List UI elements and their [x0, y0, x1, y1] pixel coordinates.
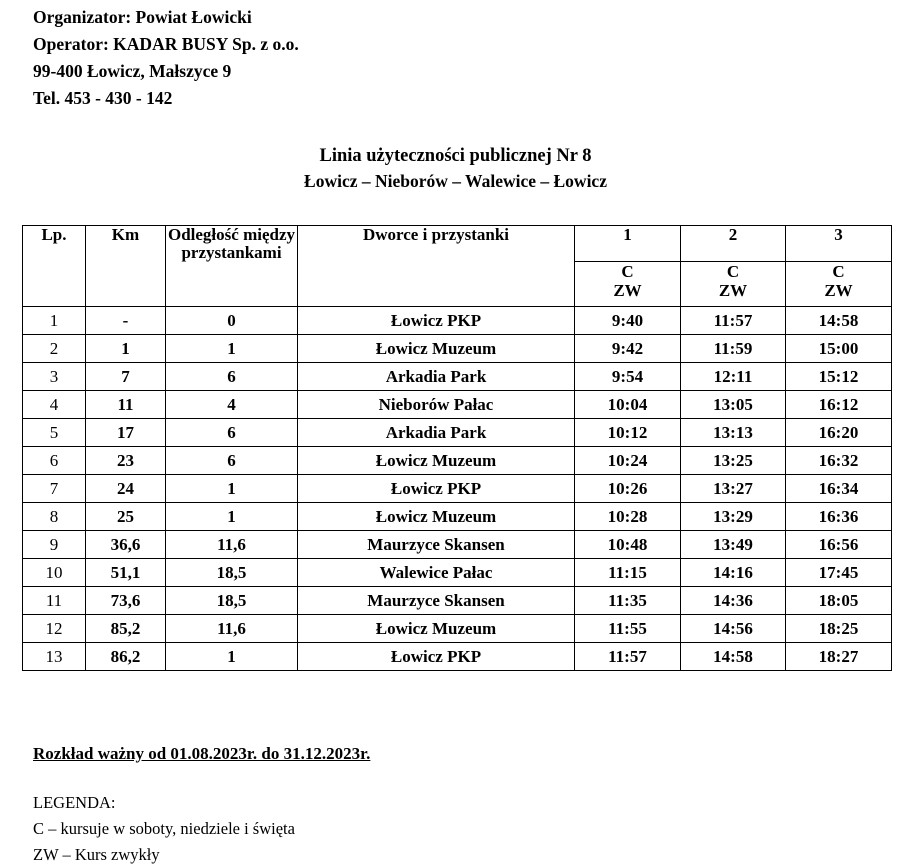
course-2-marks: [681, 262, 786, 307]
time-course-1: 10:26: [575, 475, 681, 503]
table-row: [23, 531, 892, 559]
stop-name: Łowicz PKP: [298, 643, 575, 671]
organizer-line: Organizator: Powiat Łowicki: [33, 7, 252, 27]
km-value: 1: [86, 335, 166, 363]
stop-name: Łowicz PKP: [298, 475, 575, 503]
table-row: [23, 503, 892, 531]
km-value: 36,6: [86, 531, 166, 559]
time-course-3: 15:00: [786, 335, 892, 363]
time-course-1: 9:40: [575, 307, 681, 335]
time-course-1: 9:54: [575, 363, 681, 391]
stop-name: Maurzyce Skansen: [298, 587, 575, 615]
distance-value: 6: [166, 419, 298, 447]
time-course-2: 13:29: [681, 503, 786, 531]
time-course-2: 14:58: [681, 643, 786, 671]
distance-value: 0: [166, 307, 298, 335]
header-lp: Lp.: [23, 226, 86, 307]
row-number: 9: [23, 531, 86, 559]
time-course-1: 10:04: [575, 391, 681, 419]
time-course-3: 17:45: [786, 559, 892, 587]
legend-item-c: C – kursuje w soboty, niedziele i święta: [33, 819, 295, 838]
distance-value: 6: [166, 447, 298, 475]
table-row: [23, 447, 892, 475]
stop-name: Walewice Pałac: [298, 559, 575, 587]
table-row: [23, 559, 892, 587]
time-course-2: 13:49: [681, 531, 786, 559]
km-value: 73,6: [86, 587, 166, 615]
row-number: 7: [23, 475, 86, 503]
time-course-3: 16:34: [786, 475, 892, 503]
row-number: 1: [23, 307, 86, 335]
km-value: -: [86, 307, 166, 335]
course-1-marks: [575, 262, 681, 307]
time-course-3: 14:58: [786, 307, 892, 335]
km-value: 11: [86, 391, 166, 419]
distance-value: 1: [166, 335, 298, 363]
header-distance: Odległość między przystankami: [166, 226, 298, 307]
table-row: [23, 615, 892, 643]
operator-line: Operator: KADAR BUSY Sp. z o.o.: [33, 34, 299, 54]
table-row: [23, 643, 892, 671]
km-value: 24: [86, 475, 166, 503]
row-number: 5: [23, 419, 86, 447]
time-course-2: 14:56: [681, 615, 786, 643]
km-value: 85,2: [86, 615, 166, 643]
mark-c: C: [832, 262, 845, 282]
header-course-2: 2: [681, 226, 786, 262]
table-row: [23, 363, 892, 391]
time-course-1: 11:35: [575, 587, 681, 615]
time-course-2: 11:57: [681, 307, 786, 335]
table-row: [23, 307, 892, 335]
phone-line: Tel. 453 - 430 - 142: [33, 88, 173, 108]
km-value: 51,1: [86, 559, 166, 587]
header-course-1: 1: [575, 226, 681, 262]
mark-zw: ZW: [613, 281, 642, 301]
time-course-3: 16:20: [786, 419, 892, 447]
course-3-marks: [786, 262, 892, 307]
time-course-1: 10:24: [575, 447, 681, 475]
distance-value: 1: [166, 475, 298, 503]
row-number: 6: [23, 447, 86, 475]
time-course-1: 10:12: [575, 419, 681, 447]
time-course-2: 11:59: [681, 335, 786, 363]
address-line: 99-400 Łowicz, Małszyce 9: [33, 61, 232, 81]
table-row: [23, 335, 892, 363]
table-row: [23, 419, 892, 447]
time-course-3: 16:12: [786, 391, 892, 419]
time-course-1: 9:42: [575, 335, 681, 363]
timetable: [22, 225, 892, 671]
time-course-2: 13:05: [681, 391, 786, 419]
time-course-3: 16:36: [786, 503, 892, 531]
time-course-2: 14:36: [681, 587, 786, 615]
time-course-2: 13:25: [681, 447, 786, 475]
time-course-2: 13:13: [681, 419, 786, 447]
row-number: 12: [23, 615, 86, 643]
table-row: [23, 475, 892, 503]
table-header-row: [23, 226, 892, 262]
distance-value: 6: [166, 363, 298, 391]
distance-value: 18,5: [166, 587, 298, 615]
stop-name: Arkadia Park: [298, 419, 575, 447]
time-course-3: 15:12: [786, 363, 892, 391]
stop-name: Łowicz Muzeum: [298, 503, 575, 531]
legend-item-zw: ZW – Kurs zwykły: [33, 845, 160, 864]
stop-name: Łowicz Muzeum: [298, 335, 575, 363]
time-course-1: 10:28: [575, 503, 681, 531]
km-value: 23: [86, 447, 166, 475]
row-number: 10: [23, 559, 86, 587]
stop-name: Maurzyce Skansen: [298, 531, 575, 559]
stop-name: Łowicz PKP: [298, 307, 575, 335]
row-number: 4: [23, 391, 86, 419]
header-stops: Dworce i przystanki: [298, 226, 575, 307]
row-number: 2: [23, 335, 86, 363]
km-value: 7: [86, 363, 166, 391]
time-course-3: 16:32: [786, 447, 892, 475]
row-number: 3: [23, 363, 86, 391]
distance-value: 11,6: [166, 615, 298, 643]
table-row: [23, 587, 892, 615]
distance-value: 18,5: [166, 559, 298, 587]
organizer-header: [33, 4, 299, 112]
header-course-3: 3: [786, 226, 892, 262]
stop-name: Łowicz Muzeum: [298, 615, 575, 643]
time-course-3: 18:05: [786, 587, 892, 615]
table-row: [23, 391, 892, 419]
timetable-title: [0, 144, 911, 194]
stop-name: Nieborów Pałac: [298, 391, 575, 419]
km-value: 17: [86, 419, 166, 447]
distance-value: 1: [166, 503, 298, 531]
time-course-3: 18:27: [786, 643, 892, 671]
distance-value: 11,6: [166, 531, 298, 559]
row-number: 11: [23, 587, 86, 615]
time-course-2: 13:27: [681, 475, 786, 503]
validity-note: Rozkład ważny od 01.08.2023r. do 31.12.2023r.: [33, 744, 371, 763]
time-course-1: 11:55: [575, 615, 681, 643]
line-title: Linia użyteczności publicznej Nr 8: [319, 146, 592, 166]
time-course-2: 14:16: [681, 559, 786, 587]
stop-name: Arkadia Park: [298, 363, 575, 391]
distance-value: 4: [166, 391, 298, 419]
time-course-3: 18:25: [786, 615, 892, 643]
legend-title: LEGENDA:: [33, 793, 116, 812]
route-title: Łowicz – Nieborów – Walewice – Łowicz: [304, 171, 607, 191]
header-km: Km: [86, 226, 166, 307]
time-course-1: 11:15: [575, 559, 681, 587]
mark-c: C: [726, 262, 740, 282]
time-course-1: 10:48: [575, 531, 681, 559]
km-value: 25: [86, 503, 166, 531]
mark-zw: ZW: [824, 281, 853, 301]
stop-name: Łowicz Muzeum: [298, 447, 575, 475]
distance-value: 1: [166, 643, 298, 671]
legend: [33, 790, 295, 868]
time-course-1: 11:57: [575, 643, 681, 671]
mark-zw: ZW: [718, 281, 748, 301]
time-course-2: 12:11: [681, 363, 786, 391]
row-number: 8: [23, 503, 86, 531]
row-number: 13: [23, 643, 86, 671]
km-value: 86,2: [86, 643, 166, 671]
time-course-3: 16:56: [786, 531, 892, 559]
mark-c: C: [621, 262, 634, 282]
